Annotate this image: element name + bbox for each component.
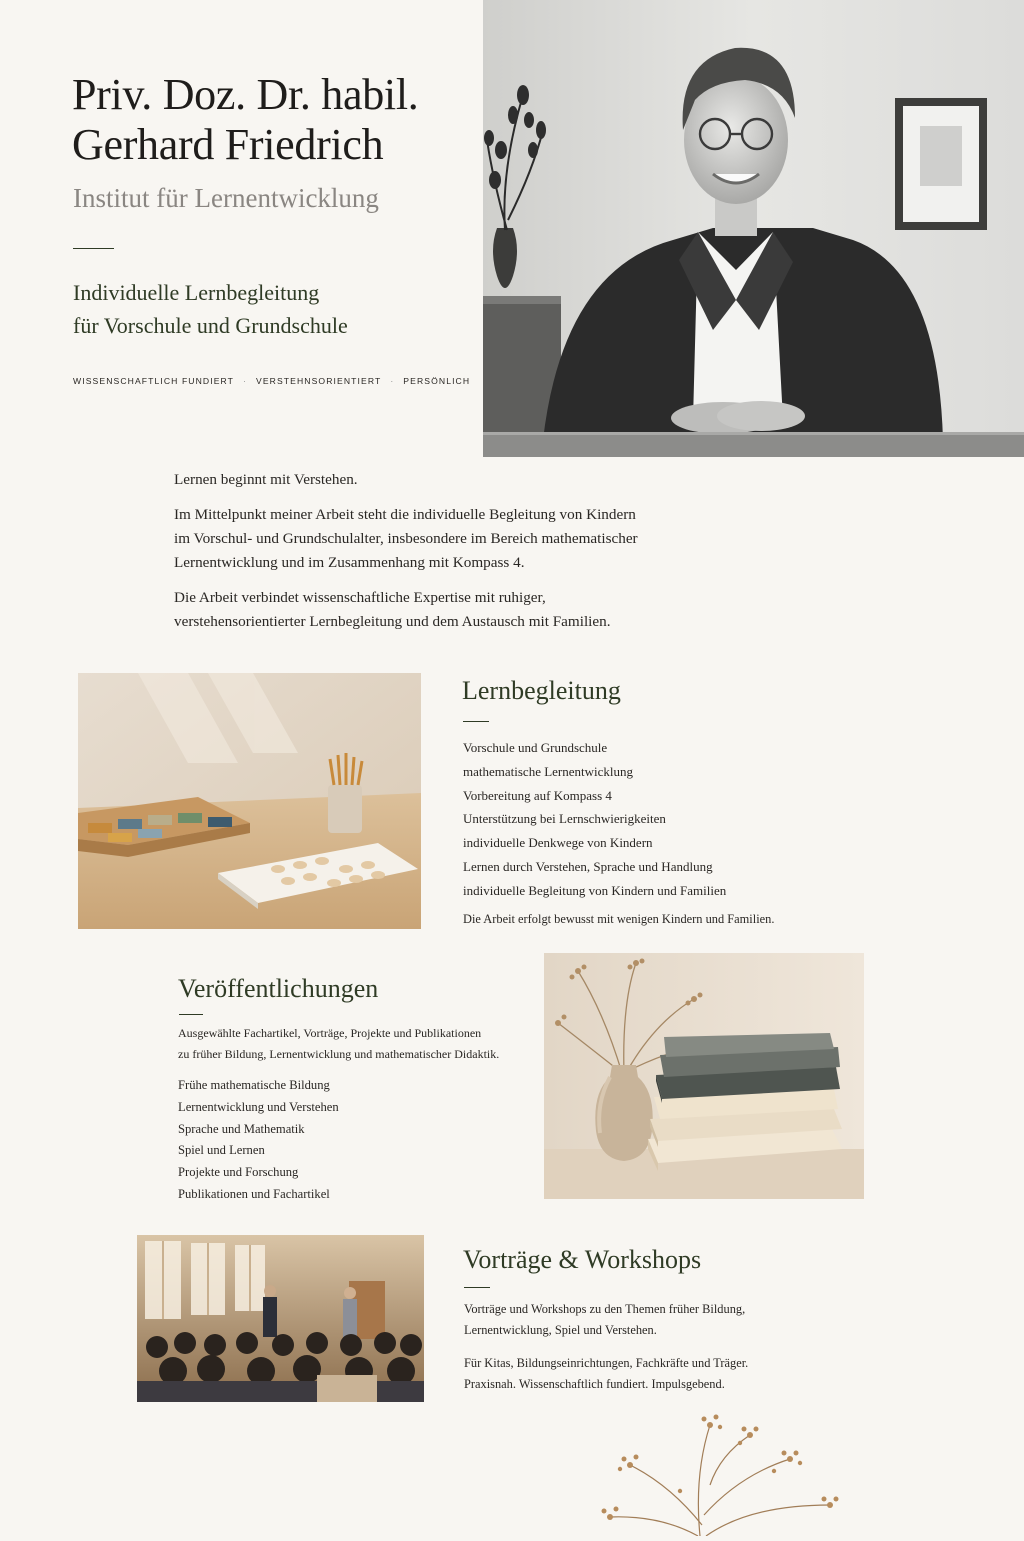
intro-p2-line-2: verstehensorientierter Lernbegleitung und dem Austausch mit Familien. [174, 613, 611, 630]
subtitle-line-1: Individuelle Lernbegleitung [73, 280, 320, 305]
subtitle-line-2: für Vorschule und Grundschule [73, 313, 348, 338]
lernbegleitung-title: Lernbegleitung [462, 676, 621, 705]
tag-2: VERSTEHNSORIENTIERT [256, 376, 382, 386]
list-item: Sprache und Mathematik [178, 1121, 305, 1136]
intro-section [174, 468, 734, 645]
intro-lead: Lernen beginnt mit Verstehen. [174, 471, 358, 488]
header-divider [73, 248, 114, 249]
name-line-2: Gerhard Friedrich [72, 120, 384, 169]
list-item: Spiel und Lernen [178, 1143, 265, 1158]
list-item: Vorbereitung auf Kompass 4 [463, 787, 612, 803]
lernbegleitung-divider [463, 721, 489, 722]
intro-p2-line-1: Die Arbeit verbindet wissenschaftliche Expertise mit ruhiger, [174, 589, 546, 606]
intro-paragraph-1 [174, 503, 734, 575]
intro-p1-line-1: Im Mittelpunkt meiner Arbeit steht die individuelle Begleitung von Kindern [174, 506, 636, 523]
page-title [72, 70, 418, 170]
vortraege-p1-line-1: Vorträge und Workshops zu den Themen früher Bildung, [464, 1302, 746, 1316]
lecture-hall-illustration [137, 1235, 424, 1402]
list-item: Unterstützung bei Lernschwierigkeiten [463, 811, 666, 827]
list-item: individuelle Denkwege von Kindern [463, 835, 653, 851]
learning-materials-illustration [78, 673, 421, 929]
books-vase-illustration [544, 953, 864, 1199]
publikationen-intro [178, 1023, 499, 1064]
tag-3: PERSÖNLICH [403, 376, 471, 386]
publikationen-intro-line-1: Ausgewählte Fachartikel, Vorträge, Projekte und Publikationen [178, 1026, 482, 1040]
list-item: Vorschule und Grundschule [463, 740, 608, 755]
vortraege-paragraph-1 [464, 1299, 745, 1341]
list-item: mathematische Lernentwicklung [463, 763, 634, 779]
learning-materials-photo [78, 673, 421, 929]
tag-1: WISSENSCHAFTLICH FUNDIERT [73, 376, 235, 386]
tag-separator: · [390, 376, 395, 386]
list-item: Publikationen und Fachartikel [178, 1186, 330, 1201]
vortraege-divider [464, 1287, 490, 1288]
dried-flowers-illustration [590, 1405, 870, 1536]
tagline [73, 376, 470, 386]
publikationen-intro-line-2: zu früher Bildung, Lernentwicklung und mathematischer Didaktik. [178, 1046, 500, 1061]
tag-separator: · [243, 376, 247, 386]
list-item: Lernen durch Verstehen, Sprache und Handlung [463, 858, 713, 874]
vortraege-p2-line-2: Praxisnah. Wissenschaftlich fundiert. Impulsgebend. [464, 1377, 725, 1391]
list-item: Lernentwicklung und Verstehen [178, 1099, 339, 1114]
institute-name: Institut für Lernentwicklung [73, 183, 379, 213]
header-subtitle [73, 276, 348, 342]
intro-p1-line-2: im Vorschul- und Grundschulalter, insbesondere im Bereich mathematischer [174, 530, 638, 547]
lecture-hall-photo [137, 1235, 424, 1402]
books-vase-photo [544, 953, 864, 1199]
vortraege-p2-line-1: Für Kitas, Bildungseinrichtungen, Fachkräfte und Träger. [464, 1356, 749, 1370]
lernbegleitung-list [463, 736, 726, 903]
vortraege-title: Vorträge & Workshops [463, 1245, 702, 1274]
list-item: individuelle Begleitung von Kindern und Familien [463, 882, 727, 898]
name-line-1: Priv. Doz. Dr. habil. [72, 70, 419, 119]
intro-p1-line-3: Lernentwicklung und im Zusammenhang mit Kompass 4. [174, 554, 525, 571]
portrait-photo [483, 0, 1024, 457]
vortraege-paragraph-2 [464, 1353, 748, 1395]
vortraege-p1-line-2: Lernentwicklung, Spiel und Verstehen. [464, 1323, 657, 1337]
list-item: Frühe mathematische Bildung [178, 1078, 330, 1092]
portrait-illustration [483, 0, 1024, 457]
intro-paragraph-2 [174, 586, 734, 634]
list-item: Projekte und Forschung [178, 1165, 299, 1180]
publikationen-list [178, 1075, 339, 1206]
publikationen-title: Veröffentlichungen [178, 974, 379, 1003]
dried-flowers-decoration [590, 1405, 870, 1536]
lernbegleitung-note: Die Arbeit erfolgt bewusst mit wenigen Kindern und Familien. [463, 912, 775, 926]
publikationen-divider [179, 1014, 203, 1015]
